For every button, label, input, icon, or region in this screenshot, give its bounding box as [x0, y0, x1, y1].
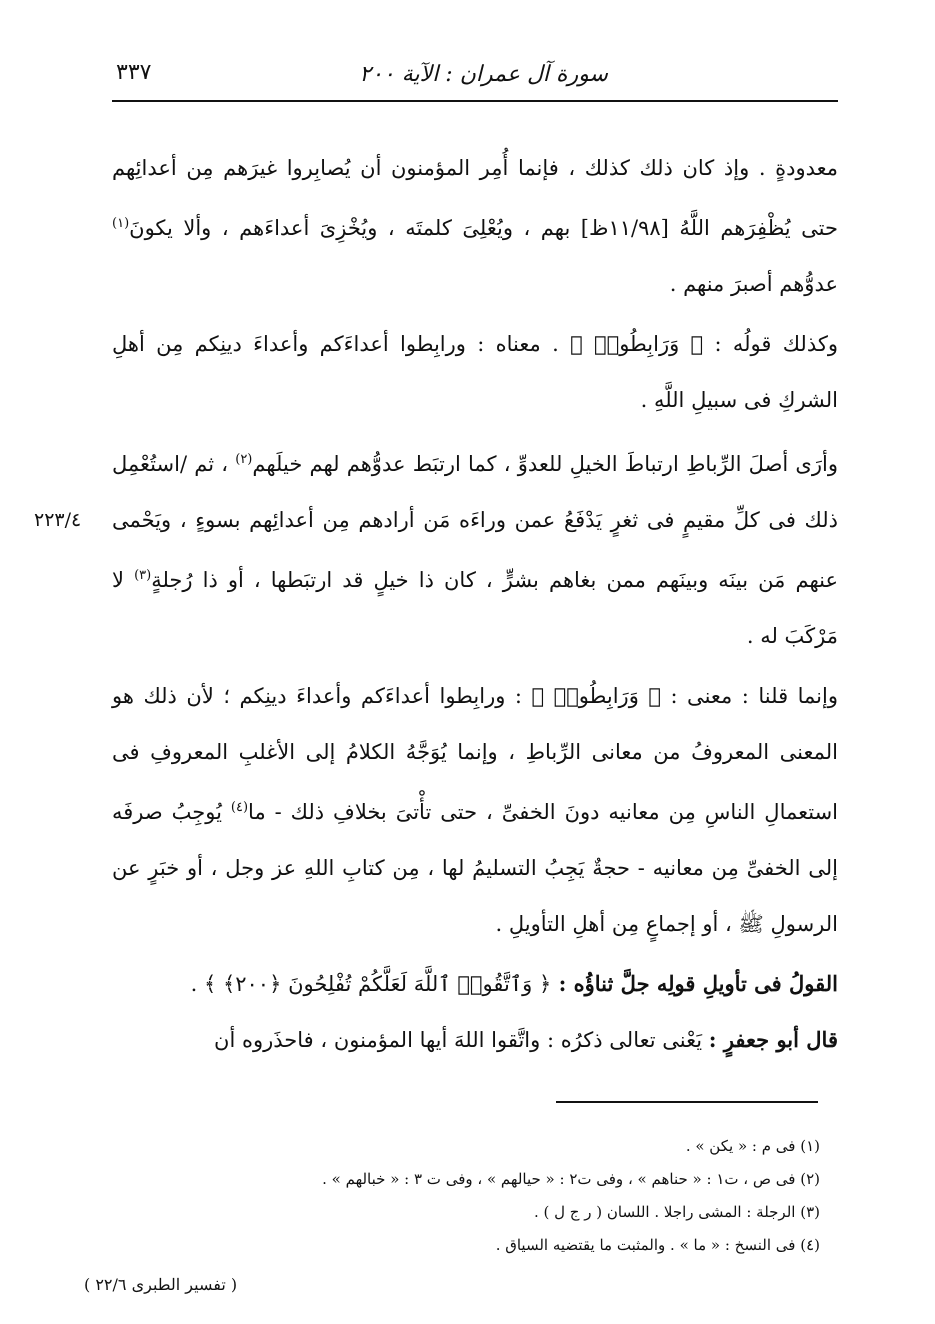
paragraph-5	[112, 1012, 838, 1068]
speaker-name: قال أبو جعفرٍ :	[708, 1027, 838, 1052]
section-heading-label: القولُ فى تأويلِ قولِه جلَّ ثناؤُه :	[558, 971, 838, 996]
footnote-rule	[556, 1101, 818, 1103]
footnote-marker-4: (٤)	[230, 800, 249, 815]
running-title: سورة آل عمران : الآية ٢٠٠	[359, 62, 608, 87]
paragraph-1-tail: عدوُّهم أصبرَ منهم .	[669, 272, 838, 296]
paragraph-3-part3: لا مَرْكَبَ له .	[112, 568, 838, 648]
paragraph-2-text: وكذلك قولُه : ﴿ وَرَابِطُوا۟ ﴾ . معناه : ورابِطوا أعداءَكم وأعداءَ دينِكم مِن أهلِ الشركِ فى سبيلِ اللَّهِ .	[112, 332, 838, 412]
paragraph-1	[112, 140, 838, 312]
paragraph-3	[34, 432, 838, 664]
footnote-1: (١) فى م : « يكن » .	[685, 1137, 820, 1155]
footnote-marker-3: (٣)	[134, 568, 152, 583]
paragraph-4-part1: وإنما قلنا : معنى : ﴿ وَرَابِطُوا۟ ﴾ : ورابِطوا أعداءَكم وأعداءَ دينِكم ؛ لأن ذلك هو المعنى المعروفُ من معانى الرِّباطِ ، وإنما يُوَجَّهُ الكلامُ إلى الأغلبِ المعروفِ فى استعمالِ الناسِ مِن معانيه دونَ الخفىِّ ، حتى تأْتىَ بخلافِ ذلك - ما	[112, 684, 838, 824]
paragraph-4-part2: يُوجِبُ صرفَه إلى الخفىِّ مِن معانيه - حجةٌ يَجِبُ التسليمُ لها ، مِن كتابِ اللهِ عز وجل ، أو خبَرٍ عن الرسولِ ﷺ ، أو إجماعٍ مِن أهلِ التأويلِ .	[112, 800, 838, 936]
page-footer: ( تفسير الطبرى ٢٢/٦ )	[84, 1275, 238, 1294]
paragraph-4	[112, 668, 838, 952]
section-heading	[112, 956, 838, 1012]
paragraph-3-part2: ، ثم /استُعْمِل ذلك فى كلِّ مقيمٍ فى ثغرٍ يَدْفَعُ عمن وراءَه مَن أرادهم مِن أعدائِهم بسوءٍ ، ويَحْمى عنهم مَن بينَه وبينَهم ممن بغاهم بشرٍّ ، كان ذا خيلٍ قد ارتبَطها ، أو ذا رُجلةٍ	[112, 452, 838, 592]
volume-page-sidenote: ٢٢٣/٤	[34, 509, 82, 531]
page-number: ٣٣٧	[116, 60, 152, 85]
footnote-4: (٤) فى النسخ : « ما » . والمثبت ما يقتضيه السياق .	[495, 1236, 820, 1254]
footnotes	[160, 1130, 820, 1262]
quran-verse: ﴿ وَٱتَّقُوا۟ ٱللَّهَ لَعَلَّكُمْ تُفْلِحُونَ ﴿٢٠٠﴾ ﴾ .	[190, 972, 552, 996]
main-text	[34, 140, 838, 1072]
page-header	[112, 56, 838, 96]
paragraph-3-part1: وأرَى أصلَ الرِّباطِ ارتباطَ الخيلِ للعدوِّ ، كما ارتبَط عدوُّهم لهم خيلَهم	[252, 452, 838, 476]
paragraph-1-text: معدودةٍ . وإذ كان ذلك كذلك ، فإنما أُمِر المؤمنون أن يُصابِروا غيرَهم مِن أعدائِهم حتى يُظْفِرَهم اللَّهُ [١١/٩٨ظ] بهم ، ويُعْلِىَ كلمتَه ، ويُخْزِىَ أعداءَهم ، وألا يكونَ	[112, 156, 838, 240]
footnote-3: (٣) الرجلة : المشى راجلا . اللسان ( ر ج ل ) .	[533, 1203, 820, 1221]
paragraph-5-text: يَعْنى تعالى ذكرُه : واتَّقوا اللهَ أيها المؤمنون ، فاحذَروه أن	[214, 1028, 703, 1052]
footnote-marker-1: (١)	[112, 216, 130, 231]
footnote-marker-2: (٢)	[235, 452, 253, 467]
paragraph-2	[112, 316, 838, 428]
header-rule	[112, 100, 838, 102]
footnote-2: (٢) فى ص ، ت١ : « حناهم » ، وفى ت٢ : « حيالهم » ، وفى ت ٣ : « خبالهم » .	[322, 1170, 820, 1188]
